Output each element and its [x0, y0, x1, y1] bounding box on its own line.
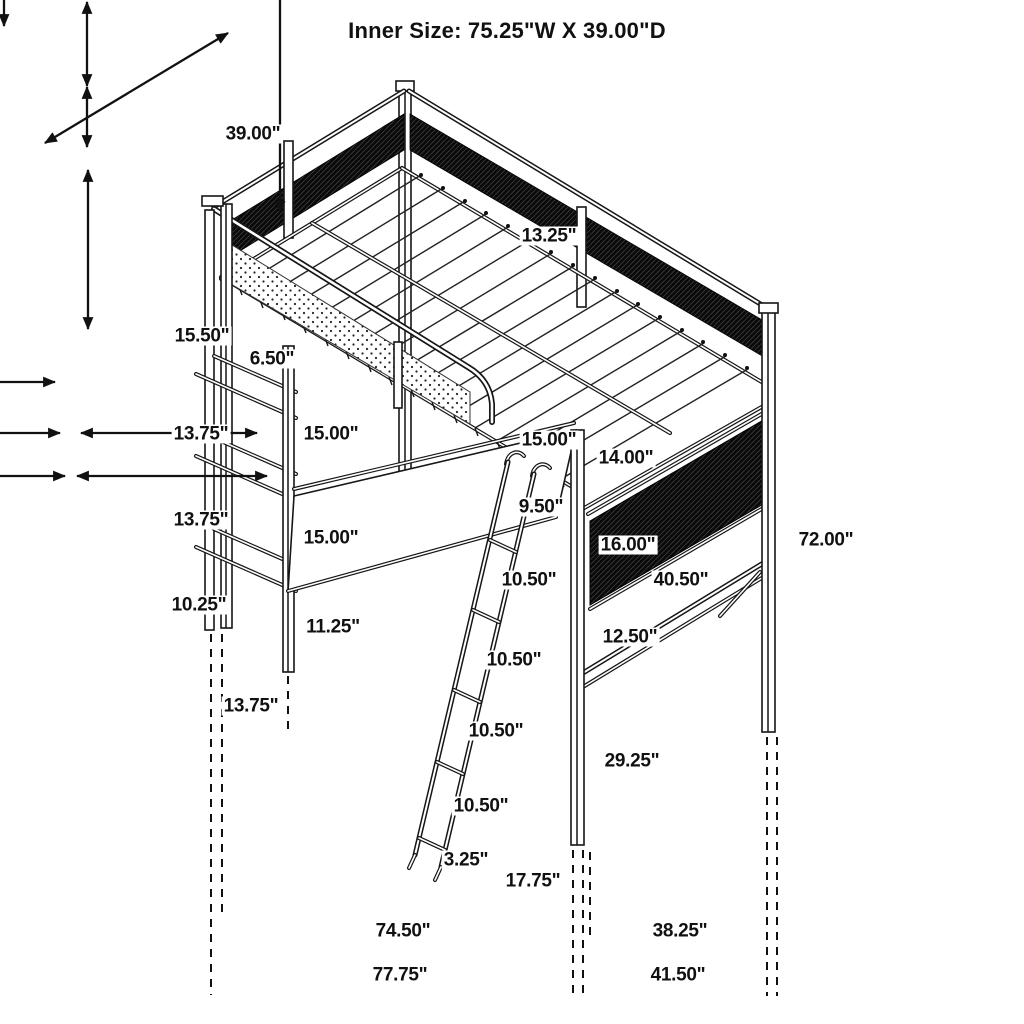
- dim-label-9-50: 9.50": [518, 496, 564, 518]
- dim-label-77-75: 77.75": [372, 964, 428, 986]
- dim-label-10-50-b: 10.50": [486, 649, 542, 671]
- dim-label-41-50: 41.50": [650, 964, 706, 986]
- dim-label-72-00: 72.00": [798, 529, 854, 551]
- dim-label-40-50: 40.50": [653, 569, 709, 591]
- dim-label-13-25: 13.25": [521, 225, 577, 247]
- dim-label-13-75-b: 13.75": [173, 509, 229, 531]
- dim-label-15-00-b: 15.00": [303, 527, 359, 549]
- dim-label-12-50: 12.50": [602, 626, 658, 648]
- dim-label-3-25: 3.25": [443, 849, 489, 871]
- dim-label-10-50-c: 10.50": [468, 720, 524, 742]
- dim-label-15-00-c: 15.00": [521, 429, 577, 451]
- dim-label-15-50: 15.50": [174, 325, 230, 347]
- rail-support-left: [284, 141, 293, 238]
- dim-label-10-50-a: 10.50": [501, 569, 557, 591]
- dim-label-17-75: 17.75": [505, 870, 561, 892]
- dim-label-39-00: 39.00": [225, 123, 281, 145]
- dim-label-14-00: 14.00": [598, 447, 654, 469]
- dim-label-74-50: 74.50": [375, 920, 431, 942]
- dim-label-29-25: 29.25": [604, 750, 660, 772]
- dim-label-15-00-a: 15.00": [303, 423, 359, 445]
- dim-label-38-25: 38.25": [652, 920, 708, 942]
- dim-label-11-25: 11.25": [306, 616, 360, 638]
- page-title: Inner Size: 75.25"W X 39.00"D: [348, 18, 666, 43]
- dim-label-16-00: 16.00": [600, 534, 656, 556]
- perforated-mesh-panel: [224, 240, 470, 424]
- right-mesh-guard: [410, 114, 764, 357]
- rail-support-right: [577, 207, 586, 307]
- dim-label-10-25: 10.25": [171, 594, 227, 616]
- dim-label-13-75-a: 13.75": [173, 423, 229, 445]
- dim-label-6-50: 6.50": [249, 348, 295, 370]
- dim-label-10-50-d: 10.50": [453, 795, 509, 817]
- dim-label-13-75-c: 13.75": [223, 695, 279, 717]
